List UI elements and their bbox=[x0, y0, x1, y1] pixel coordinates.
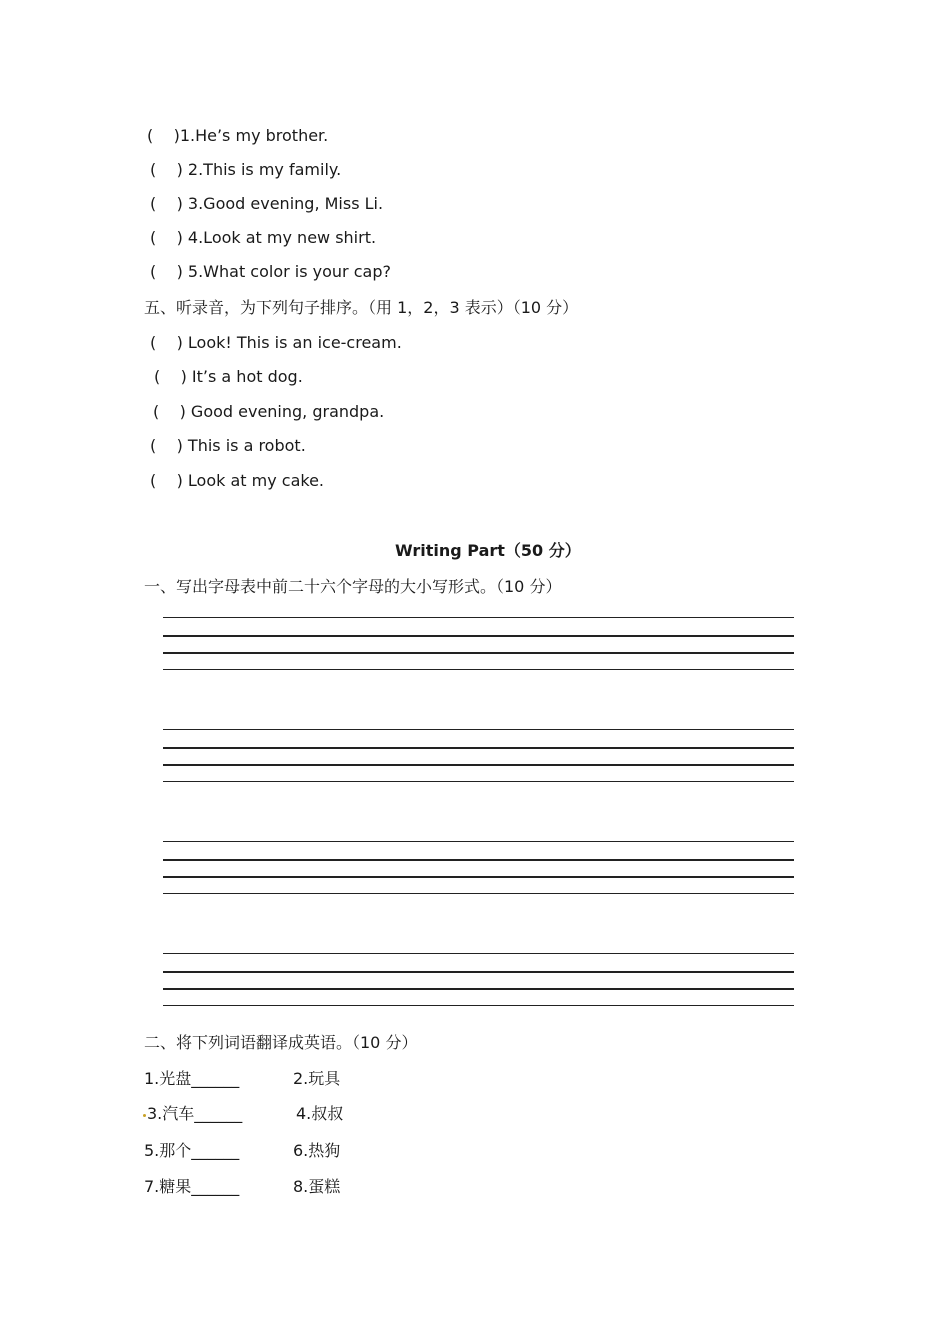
word-6: 6.热狗 bbox=[293, 1141, 341, 1160]
rule-line bbox=[163, 669, 794, 670]
rule-line bbox=[163, 729, 794, 730]
word-2: 2.玩具 bbox=[293, 1069, 341, 1088]
word-8: 8.蛋糕 bbox=[293, 1177, 341, 1196]
item-a2: ( ) 2.This is my family. bbox=[150, 160, 342, 179]
rule-line bbox=[163, 893, 794, 894]
q2-heading: 二、将下列词语翻译成英语。（10 分） bbox=[144, 1033, 418, 1052]
rule-line bbox=[163, 764, 794, 766]
mark-dot bbox=[143, 1114, 146, 1117]
rule-line bbox=[163, 617, 794, 618]
word-1: 1.光盘______ bbox=[144, 1069, 240, 1088]
item-s5-5: ( ) Look at my cake. bbox=[150, 471, 325, 490]
rule-line bbox=[163, 988, 794, 990]
item-a5: ( ) 5.What color is your cap? bbox=[150, 262, 391, 281]
rule-line bbox=[163, 859, 794, 861]
rule-line bbox=[163, 747, 794, 749]
item-s5-2: ( ) It’s a hot dog. bbox=[154, 367, 303, 386]
section5-heading: 五、听录音，为下列句子排序。（用 1，2，3 表示）（10 分） bbox=[144, 298, 579, 317]
rule-line bbox=[163, 635, 794, 637]
rule-line bbox=[163, 971, 794, 973]
item-s5-1: ( ) Look! This is an ice-cream. bbox=[150, 333, 402, 352]
rule-line bbox=[163, 1005, 794, 1006]
item-a1: ( )1.He’s my brother. bbox=[147, 126, 329, 145]
rule-line bbox=[163, 781, 794, 782]
rule-line bbox=[163, 953, 794, 954]
rule-line bbox=[163, 876, 794, 878]
item-a4: ( ) 4.Look at my new shirt. bbox=[150, 228, 377, 247]
rule-line bbox=[163, 841, 794, 842]
word-3: 3.汽车______ bbox=[147, 1104, 243, 1123]
item-s5-3: ( ) Good evening, grandpa. bbox=[153, 402, 385, 421]
word-7: 7.糖果______ bbox=[144, 1177, 240, 1196]
q1-heading: 一、写出字母表中前二十六个字母的大小写形式。（10 分） bbox=[144, 577, 562, 596]
item-a3: ( ) 3.Good evening, Miss Li. bbox=[150, 194, 384, 213]
item-s5-4: ( ) This is a robot. bbox=[150, 436, 306, 455]
writing-title: Writing Part（50 分） bbox=[395, 541, 581, 560]
word-4: 4.叔叔 bbox=[296, 1104, 344, 1123]
word-5: 5.那个______ bbox=[144, 1141, 240, 1160]
rule-line bbox=[163, 652, 794, 654]
